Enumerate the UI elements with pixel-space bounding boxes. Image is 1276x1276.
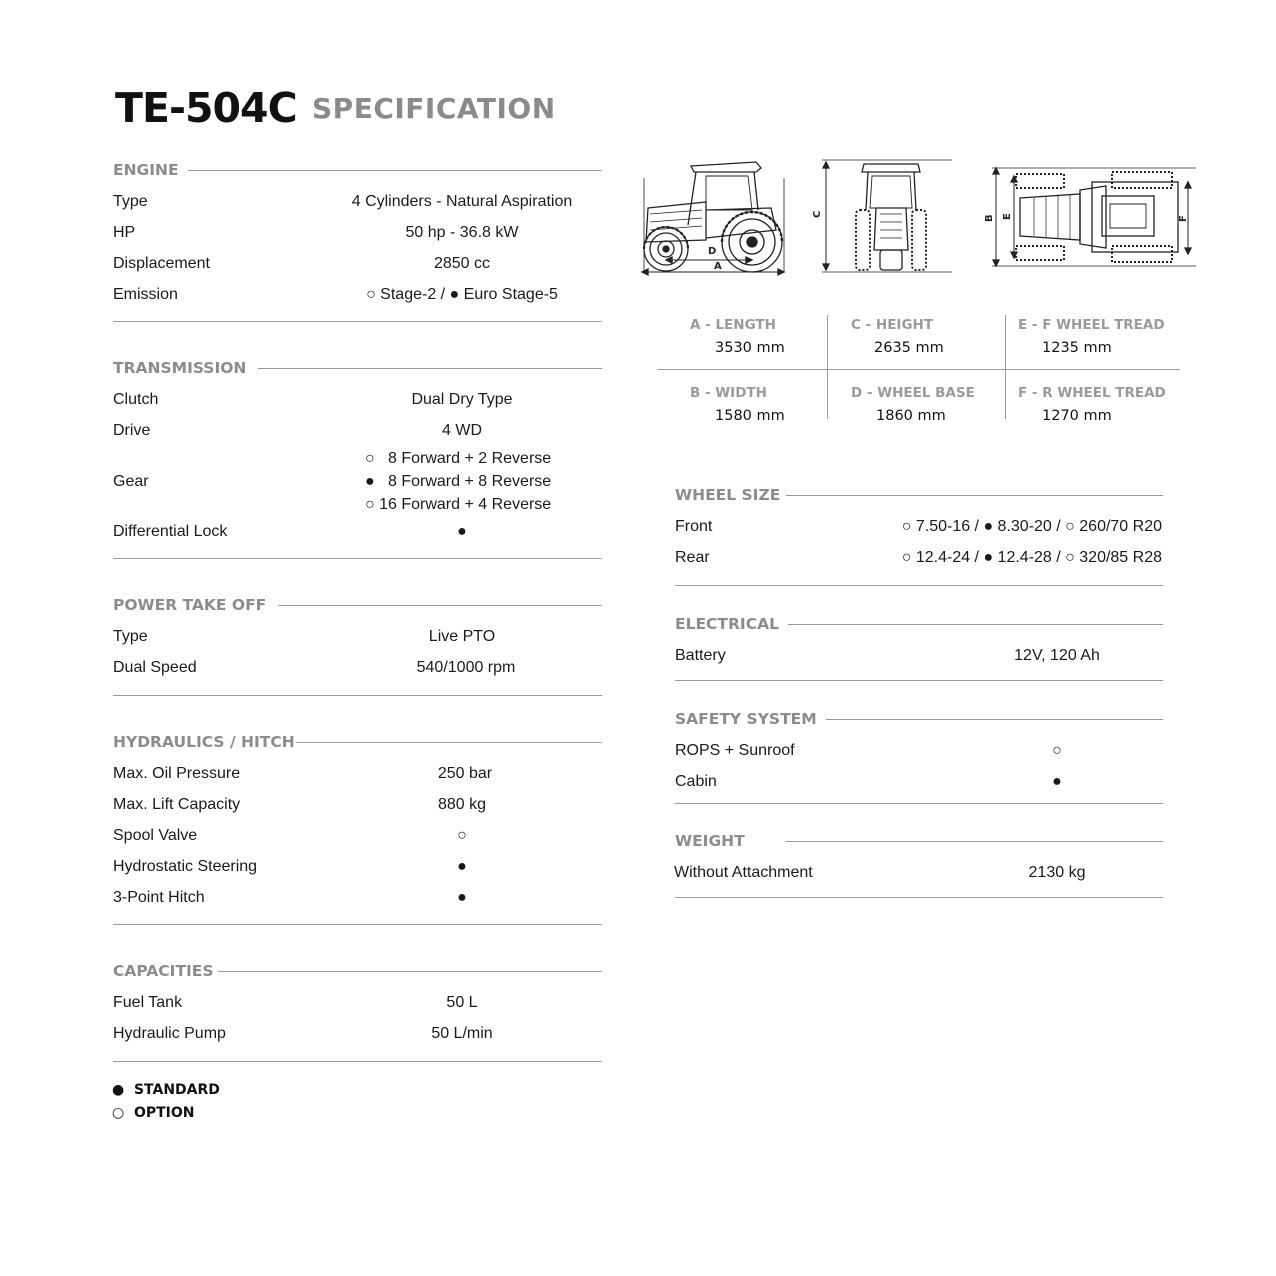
weight-divider: [675, 897, 1163, 898]
gear-option-1: ○ 8 Forward + 2 Reverse: [365, 450, 552, 467]
wheel-heading: WHEEL SIZE: [675, 486, 781, 504]
wheel-rear-label: Rear: [675, 549, 710, 566]
transmission-heading: TRANSMISSION: [113, 359, 247, 377]
fuel-tank-value: 50 L: [446, 994, 478, 1011]
cabin-label: Cabin: [675, 773, 717, 790]
capacities-heading-rule: [218, 971, 602, 972]
engine-displacement-label: Displacement: [113, 255, 210, 272]
model-title: TE-504C: [115, 84, 297, 132]
transmission-divider: [113, 558, 602, 559]
dim-ef-label: E - F WHEEL TREAD: [1018, 317, 1165, 333]
dim-ef-value: 1235 mm: [1042, 340, 1112, 356]
tractor-side-view: [642, 162, 784, 275]
gear-option-2: ● 8 Forward + 8 Reverse: [365, 473, 552, 490]
electrical-heading: ELECTRICAL: [675, 615, 779, 633]
legend-standard: ● STANDARD: [112, 1082, 220, 1098]
pto-speed-value: 540/1000 rpm: [416, 659, 516, 676]
hydrostatic-steering-value: ●: [457, 858, 467, 875]
engine-emission-value: ○ Stage-2 / ● Euro Stage-5: [366, 286, 558, 303]
dim-b-label: B - WIDTH: [690, 385, 767, 401]
drive-label: Drive: [113, 422, 151, 439]
gear-option-3: ○ 16 Forward + 4 Reverse: [365, 496, 552, 513]
battery-label: Battery: [675, 647, 726, 664]
hydraulics-divider: [113, 924, 602, 925]
weight-heading-rule: [786, 841, 1163, 842]
wheel-front-value: ○ 7.50-16 / ● 8.30-20 / ○ 260/70 R20: [901, 518, 1162, 535]
engine-heading: ENGINE: [113, 161, 179, 179]
engine-displacement-value: 2850 cc: [433, 255, 491, 272]
capacities-divider: [113, 1061, 602, 1062]
hydraulic-pump-value: 50 L/min: [431, 1025, 493, 1042]
wheel-front-label: Front: [675, 518, 713, 535]
safety-heading-rule: [826, 719, 1163, 720]
oil-pressure-value: 250 bar: [437, 765, 493, 782]
legend-option: ○ OPTION: [112, 1105, 195, 1121]
dim-col-divider-2: [1005, 315, 1006, 419]
three-point-hitch-value: ●: [457, 889, 467, 906]
diff-lock-label: Differential Lock: [113, 523, 228, 540]
spool-valve-label: Spool Valve: [113, 827, 198, 844]
hydrostatic-steering-label: Hydrostatic Steering: [113, 858, 258, 875]
wheel-divider: [675, 585, 1163, 586]
electrical-divider: [675, 680, 1163, 681]
tractor-front-view: [822, 160, 952, 272]
diagram-label-d: D: [708, 246, 717, 257]
engine-hp-label: HP: [113, 224, 136, 241]
pto-heading-rule: [278, 605, 602, 606]
engine-heading-rule: [188, 170, 602, 171]
dim-a-value: 3530 mm: [715, 340, 785, 356]
engine-emission-label: Emission: [113, 286, 178, 303]
weight-label: Without Attachment: [674, 864, 813, 881]
pto-heading: POWER TAKE OFF: [113, 596, 267, 614]
dim-col-divider-1: [827, 315, 828, 419]
engine-hp-value: 50 hp - 36.8 kW: [405, 224, 519, 241]
dim-fr-value: 1270 mm: [1042, 408, 1112, 424]
dim-fr-label: F - R WHEEL TREAD: [1018, 385, 1166, 401]
spec-subtitle: SPECIFICATION: [312, 92, 556, 125]
engine-type-value: 4 Cylinders - Natural Aspiration: [351, 193, 573, 210]
safety-divider: [675, 803, 1163, 804]
dim-c-value: 2635 mm: [874, 340, 944, 356]
dim-b-value: 1580 mm: [715, 408, 785, 424]
dim-table-divider: [658, 369, 1180, 370]
wheel-heading-rule: [786, 495, 1163, 496]
rops-label: ROPS + Sunroof: [675, 742, 795, 759]
lift-capacity-value: 880 kg: [437, 796, 487, 813]
capacities-heading: CAPACITIES: [113, 962, 214, 980]
dim-d-label: D - WHEEL BASE: [851, 385, 975, 401]
engine-type-label: Type: [113, 193, 148, 210]
pto-type-label: Type: [113, 628, 148, 645]
dim-c-label: C - HEIGHT: [851, 317, 934, 333]
dim-d-value: 1860 mm: [876, 408, 946, 424]
clutch-value: Dual Dry Type: [411, 391, 513, 408]
diagram-label-b: B: [984, 214, 995, 222]
wheel-rear-value: ○ 12.4-24 / ● 12.4-28 / ○ 320/85 R28: [901, 549, 1162, 566]
tractor-dimension-diagrams: [636, 150, 1196, 285]
diagram-label-c: C: [812, 210, 823, 218]
engine-divider: [113, 321, 602, 322]
rops-value: ○: [1052, 742, 1062, 759]
transmission-heading-rule: [258, 368, 602, 369]
spool-valve-value: ○: [457, 827, 467, 844]
hydraulic-pump-label: Hydraulic Pump: [113, 1025, 226, 1042]
gear-label: Gear: [113, 473, 149, 490]
hydraulics-heading-rule: [296, 742, 602, 743]
diagram-label-a: A: [714, 261, 722, 272]
cabin-value: ●: [1052, 773, 1062, 790]
weight-value: 2130 kg: [1028, 864, 1086, 881]
clutch-label: Clutch: [113, 391, 159, 408]
hydraulics-heading: HYDRAULICS / HITCH: [113, 733, 295, 751]
oil-pressure-label: Max. Oil Pressure: [113, 765, 241, 782]
pto-type-value: Live PTO: [428, 628, 496, 645]
dim-a-label: A - LENGTH: [690, 317, 776, 333]
drive-value: 4 WD: [442, 422, 482, 439]
tractor-top-view: [992, 168, 1196, 266]
fuel-tank-label: Fuel Tank: [113, 994, 183, 1011]
pto-speed-label: Dual Speed: [113, 659, 197, 676]
diagram-label-e: E: [1002, 213, 1013, 220]
electrical-heading-rule: [788, 624, 1163, 625]
diff-lock-value: ●: [457, 523, 467, 540]
three-point-hitch-label: 3-Point Hitch: [113, 889, 205, 906]
safety-heading: SAFETY SYSTEM: [675, 710, 817, 728]
weight-heading: WEIGHT: [675, 832, 745, 850]
pto-divider: [113, 695, 602, 696]
battery-value: 12V, 120 Ah: [1014, 647, 1100, 664]
lift-capacity-label: Max. Lift Capacity: [113, 796, 241, 813]
diagram-label-f: F: [1178, 215, 1189, 222]
